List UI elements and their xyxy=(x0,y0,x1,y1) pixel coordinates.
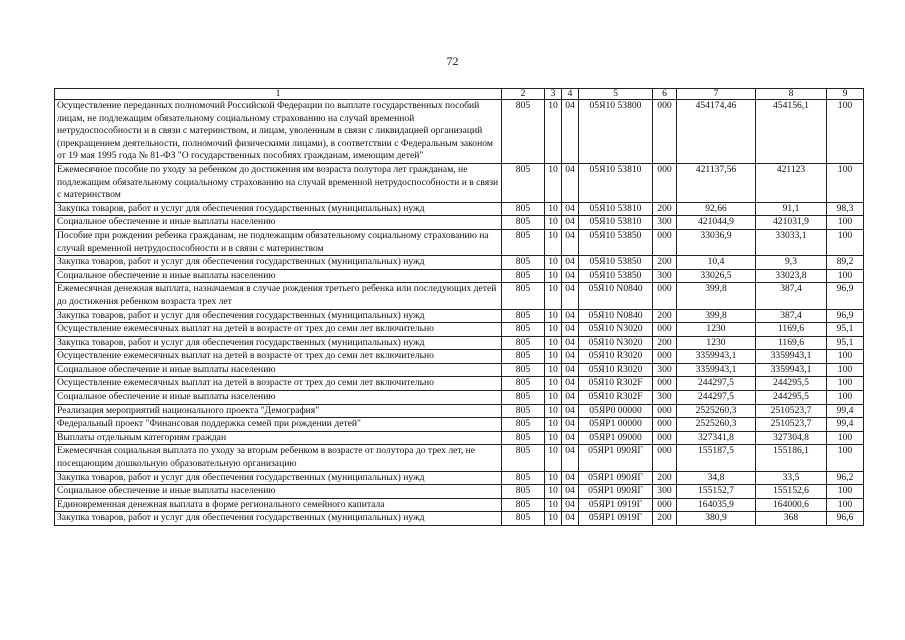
execution-percent-cell: 89,2 xyxy=(827,256,864,270)
subsection-cell: 04 xyxy=(562,404,579,418)
table-row xyxy=(55,323,864,337)
table-row xyxy=(55,216,864,230)
execution-percent-cell: 96,9 xyxy=(827,309,864,323)
execution-percent-cell: 96,6 xyxy=(827,512,864,526)
execution-percent-cell: 100 xyxy=(827,498,864,512)
table-row xyxy=(55,363,864,377)
subsection-cell: 04 xyxy=(562,391,579,405)
expense-type-cell: 000 xyxy=(653,377,677,391)
row-name-cell: Осуществление переданных полномочий Российской Федерации по выплате государственных пособий лицам, не подлежащим обязательному социальному страхованию на случай временной нетрудоспособности и в связи с материнством, и лицам, уволенным в связи с ликвидацией организаций (прекращением деятельности, полномочий физическими лицами), в соответствии с Федеральным законом от 19 мая 1995 года № 81-ФЗ "О государственных пособиях гражданам, имеющим детей" xyxy=(55,100,502,164)
target-article-cell: 05Я10 R302F xyxy=(579,391,653,405)
expense-type-cell: 300 xyxy=(653,269,677,283)
row-name-cell: Закупка товаров, работ и услуг для обеспечения государственных (муниципальных) нужд xyxy=(55,471,502,485)
subsection-cell: 04 xyxy=(562,323,579,337)
section-cell: 10 xyxy=(545,363,562,377)
expense-type-cell: 000 xyxy=(653,418,677,432)
expense-type-cell: 200 xyxy=(653,202,677,216)
admin-code-cell: 805 xyxy=(502,269,545,283)
admin-code-cell: 805 xyxy=(502,336,545,350)
planned-amount-cell: 3359943,1 xyxy=(677,363,756,377)
table-row xyxy=(55,229,864,255)
section-cell: 10 xyxy=(545,431,562,445)
expense-type-cell: 000 xyxy=(653,229,677,255)
expense-type-cell: 000 xyxy=(653,100,677,164)
section-cell: 10 xyxy=(545,216,562,230)
subsection-cell: 04 xyxy=(562,100,579,164)
execution-percent-cell: 100 xyxy=(827,163,864,202)
execution-percent-cell: 100 xyxy=(827,485,864,499)
execution-percent-cell: 96,2 xyxy=(827,471,864,485)
section-cell: 10 xyxy=(545,471,562,485)
section-cell: 10 xyxy=(545,350,562,364)
row-name-cell: Пособие при рождении ребенка гражданам, не подлежащим обязательному социальному страхованию на случай временной нетрудоспособности и в связи с материнством xyxy=(55,229,502,255)
subsection-cell: 04 xyxy=(562,350,579,364)
executed-amount-cell: 421031,9 xyxy=(756,216,827,230)
section-cell: 10 xyxy=(545,404,562,418)
column-header: 5 xyxy=(579,89,653,100)
expense-type-cell: 300 xyxy=(653,485,677,499)
executed-amount-cell: 1169,6 xyxy=(756,323,827,337)
expense-type-cell: 300 xyxy=(653,391,677,405)
executed-amount-cell: 155186,1 xyxy=(756,445,827,471)
planned-amount-cell: 155152,7 xyxy=(677,485,756,499)
column-header: 4 xyxy=(562,89,579,100)
section-cell: 10 xyxy=(545,202,562,216)
column-header: 8 xyxy=(756,89,827,100)
section-cell: 10 xyxy=(545,256,562,270)
execution-percent-cell: 100 xyxy=(827,229,864,255)
table-row xyxy=(55,350,864,364)
column-header: 1 xyxy=(55,89,502,100)
column-header: 9 xyxy=(827,89,864,100)
admin-code-cell: 805 xyxy=(502,202,545,216)
table-row xyxy=(55,256,864,270)
section-cell: 10 xyxy=(545,309,562,323)
planned-amount-cell: 10,4 xyxy=(677,256,756,270)
subsection-cell: 04 xyxy=(562,377,579,391)
expense-type-cell: 000 xyxy=(653,445,677,471)
admin-code-cell: 805 xyxy=(502,445,545,471)
subsection-cell: 04 xyxy=(562,269,579,283)
expense-type-cell: 200 xyxy=(653,336,677,350)
table-row xyxy=(55,269,864,283)
admin-code-cell: 805 xyxy=(502,418,545,432)
table-row xyxy=(55,404,864,418)
target-article-cell: 05Я10 53850 xyxy=(579,229,653,255)
expense-type-cell: 000 xyxy=(653,431,677,445)
admin-code-cell: 805 xyxy=(502,309,545,323)
expense-type-cell: 000 xyxy=(653,498,677,512)
subsection-cell: 04 xyxy=(562,216,579,230)
table-row xyxy=(55,100,864,164)
executed-amount-cell: 368 xyxy=(756,512,827,526)
expense-type-cell: 000 xyxy=(653,323,677,337)
execution-percent-cell: 100 xyxy=(827,445,864,471)
planned-amount-cell: 244297,5 xyxy=(677,391,756,405)
subsection-cell: 04 xyxy=(562,431,579,445)
executed-amount-cell: 2510523,7 xyxy=(756,404,827,418)
table-row xyxy=(55,283,864,309)
planned-amount-cell: 33036,9 xyxy=(677,229,756,255)
subsection-cell: 04 xyxy=(562,485,579,499)
column-header: 2 xyxy=(502,89,545,100)
planned-amount-cell: 399,8 xyxy=(677,283,756,309)
admin-code-cell: 805 xyxy=(502,216,545,230)
expense-type-cell: 000 xyxy=(653,163,677,202)
expense-type-cell: 000 xyxy=(653,283,677,309)
execution-percent-cell: 100 xyxy=(827,391,864,405)
admin-code-cell: 805 xyxy=(502,350,545,364)
row-name-cell: Социальное обеспечение и иные выплаты населению xyxy=(55,216,502,230)
row-name-cell: Закупка товаров, работ и услуг для обеспечения государственных (муниципальных) нужд xyxy=(55,202,502,216)
execution-percent-cell: 100 xyxy=(827,216,864,230)
table-row xyxy=(55,336,864,350)
table-row xyxy=(55,202,864,216)
planned-amount-cell: 2525260,3 xyxy=(677,418,756,432)
row-name-cell: Выплаты отдельным категориям граждан xyxy=(55,431,502,445)
execution-percent-cell: 98,3 xyxy=(827,202,864,216)
executed-amount-cell: 9,3 xyxy=(756,256,827,270)
planned-amount-cell: 421044,9 xyxy=(677,216,756,230)
budget-table xyxy=(54,88,864,526)
executed-amount-cell: 33,5 xyxy=(756,471,827,485)
target-article-cell: 05Я10 53850 xyxy=(579,269,653,283)
row-name-cell: Ежемесячная социальная выплата по уходу за вторым ребенком в возрасте от полутора до трех лет, не посещающим дошкольную образовательную организацию xyxy=(55,445,502,471)
admin-code-cell: 805 xyxy=(502,323,545,337)
subsection-cell: 04 xyxy=(562,229,579,255)
subsection-cell: 04 xyxy=(562,498,579,512)
admin-code-cell: 805 xyxy=(502,256,545,270)
row-name-cell: Ежемесячное пособие по уходу за ребенком до достижения им возраста полутора лет гражданам, не подлежащим обязательному социальному страхованию на случай временной нетрудоспособности и в связи с материнством xyxy=(55,163,502,202)
admin-code-cell: 805 xyxy=(502,100,545,164)
subsection-cell: 04 xyxy=(562,512,579,526)
expense-type-cell: 300 xyxy=(653,363,677,377)
planned-amount-cell: 1230 xyxy=(677,323,756,337)
target-article-cell: 05ЯР1 00000 xyxy=(579,418,653,432)
execution-percent-cell: 99,4 xyxy=(827,404,864,418)
target-article-cell: 05Я10 N3020 xyxy=(579,336,653,350)
section-cell: 10 xyxy=(545,418,562,432)
planned-amount-cell: 155187,5 xyxy=(677,445,756,471)
executed-amount-cell: 454156,1 xyxy=(756,100,827,164)
admin-code-cell: 805 xyxy=(502,391,545,405)
executed-amount-cell: 2510523,7 xyxy=(756,418,827,432)
table-row xyxy=(55,431,864,445)
execution-percent-cell: 100 xyxy=(827,377,864,391)
section-cell: 10 xyxy=(545,485,562,499)
admin-code-cell: 805 xyxy=(502,283,545,309)
table-row xyxy=(55,485,864,499)
section-cell: 10 xyxy=(545,269,562,283)
section-cell: 10 xyxy=(545,445,562,471)
page-number: 72 xyxy=(446,54,459,68)
row-name-cell: Осуществление ежемесячных выплат на детей в возрасте от трех до семи лет включительно xyxy=(55,323,502,337)
target-article-cell: 05Я10 53810 xyxy=(579,202,653,216)
table-row xyxy=(55,163,864,202)
target-article-cell: 05ЯР1 090ЯГ xyxy=(579,485,653,499)
admin-code-cell: 805 xyxy=(502,485,545,499)
executed-amount-cell: 155152,6 xyxy=(756,485,827,499)
execution-percent-cell: 99,4 xyxy=(827,418,864,432)
target-article-cell: 05ЯР1 090ЯГ xyxy=(579,471,653,485)
planned-amount-cell: 34,8 xyxy=(677,471,756,485)
row-name-cell: Закупка товаров, работ и услуг для обеспечения государственных (муниципальных) нужд xyxy=(55,256,502,270)
planned-amount-cell: 2525260,3 xyxy=(677,404,756,418)
subsection-cell: 04 xyxy=(562,283,579,309)
executed-amount-cell: 164000,6 xyxy=(756,498,827,512)
row-name-cell: Социальное обеспечение и иные выплаты населению xyxy=(55,269,502,283)
executed-amount-cell: 244295,5 xyxy=(756,391,827,405)
expense-type-cell: 200 xyxy=(653,256,677,270)
planned-amount-cell: 399,8 xyxy=(677,309,756,323)
target-article-cell: 05ЯР1 0919Г xyxy=(579,498,653,512)
row-name-cell: Закупка товаров, работ и услуг для обеспечения государственных (муниципальных) нужд xyxy=(55,336,502,350)
executed-amount-cell: 33033,1 xyxy=(756,229,827,255)
admin-code-cell: 805 xyxy=(502,377,545,391)
admin-code-cell: 805 xyxy=(502,471,545,485)
planned-amount-cell: 421137,56 xyxy=(677,163,756,202)
planned-amount-cell: 244297,5 xyxy=(677,377,756,391)
expense-type-cell: 200 xyxy=(653,512,677,526)
execution-percent-cell: 95,1 xyxy=(827,323,864,337)
table-row xyxy=(55,309,864,323)
row-name-cell: Социальное обеспечение и иные выплаты населению xyxy=(55,363,502,377)
execution-percent-cell: 95,1 xyxy=(827,336,864,350)
subsection-cell: 04 xyxy=(562,309,579,323)
row-name-cell: Закупка товаров, работ и услуг для обеспечения государственных (муниципальных) нужд xyxy=(55,512,502,526)
table-row xyxy=(55,512,864,526)
planned-amount-cell: 327341,8 xyxy=(677,431,756,445)
section-cell: 10 xyxy=(545,323,562,337)
executed-amount-cell: 327304,8 xyxy=(756,431,827,445)
subsection-cell: 04 xyxy=(562,256,579,270)
section-cell: 10 xyxy=(545,336,562,350)
admin-code-cell: 805 xyxy=(502,512,545,526)
subsection-cell: 04 xyxy=(562,418,579,432)
execution-percent-cell: 96,9 xyxy=(827,283,864,309)
column-header: 3 xyxy=(545,89,562,100)
target-article-cell: 05ЯР1 090ЯГ xyxy=(579,445,653,471)
execution-percent-cell: 100 xyxy=(827,431,864,445)
table-row xyxy=(55,377,864,391)
admin-code-cell: 805 xyxy=(502,498,545,512)
table-row xyxy=(55,445,864,471)
section-cell: 10 xyxy=(545,512,562,526)
row-name-cell: Социальное обеспечение и иные выплаты населению xyxy=(55,485,502,499)
executed-amount-cell: 387,4 xyxy=(756,283,827,309)
planned-amount-cell: 92,66 xyxy=(677,202,756,216)
subsection-cell: 04 xyxy=(562,336,579,350)
header-row xyxy=(55,89,864,100)
section-cell: 10 xyxy=(545,391,562,405)
planned-amount-cell: 1230 xyxy=(677,336,756,350)
target-article-cell: 05ЯР1 09000 xyxy=(579,431,653,445)
target-article-cell: 05Я10 R3020 xyxy=(579,363,653,377)
row-name-cell: Закупка товаров, работ и услуг для обеспечения государственных (муниципальных) нужд xyxy=(55,309,502,323)
target-article-cell: 05Я10 53850 xyxy=(579,256,653,270)
subsection-cell: 04 xyxy=(562,163,579,202)
admin-code-cell: 805 xyxy=(502,363,545,377)
planned-amount-cell: 380,9 xyxy=(677,512,756,526)
subsection-cell: 04 xyxy=(562,445,579,471)
planned-amount-cell: 33026,5 xyxy=(677,269,756,283)
admin-code-cell: 805 xyxy=(502,431,545,445)
target-article-cell: 05Я10 R302F xyxy=(579,377,653,391)
subsection-cell: 04 xyxy=(562,202,579,216)
row-name-cell: Осуществление ежемесячных выплат на детей в возрасте от трех до семи лет включительно xyxy=(55,350,502,364)
planned-amount-cell: 3359943,1 xyxy=(677,350,756,364)
section-cell: 10 xyxy=(545,163,562,202)
executed-amount-cell: 1169,6 xyxy=(756,336,827,350)
column-header: 7 xyxy=(677,89,756,100)
row-name-cell: Социальное обеспечение и иные выплаты населению xyxy=(55,391,502,405)
row-name-cell: Осуществление ежемесячных выплат на детей в возрасте от трех до семи лет включительно xyxy=(55,377,502,391)
section-cell: 10 xyxy=(545,498,562,512)
table-row xyxy=(55,471,864,485)
target-article-cell: 05Я10 53810 xyxy=(579,216,653,230)
expense-type-cell: 200 xyxy=(653,471,677,485)
execution-percent-cell: 100 xyxy=(827,100,864,164)
admin-code-cell: 805 xyxy=(502,163,545,202)
section-cell: 10 xyxy=(545,100,562,164)
table-body xyxy=(55,100,864,526)
executed-amount-cell: 421123 xyxy=(756,163,827,202)
executed-amount-cell: 3359943,1 xyxy=(756,350,827,364)
row-name-cell: Единовременная денежная выплата в форме регионального семейного капитала xyxy=(55,498,502,512)
target-article-cell: 05Я10 53800 xyxy=(579,100,653,164)
expense-type-cell: 200 xyxy=(653,309,677,323)
execution-percent-cell: 100 xyxy=(827,269,864,283)
target-article-cell: 05ЯР0 00000 xyxy=(579,404,653,418)
section-cell: 10 xyxy=(545,283,562,309)
table-row xyxy=(55,498,864,512)
target-article-cell: 05Я10 R3020 xyxy=(579,350,653,364)
section-cell: 10 xyxy=(545,229,562,255)
subsection-cell: 04 xyxy=(562,363,579,377)
expense-type-cell: 300 xyxy=(653,216,677,230)
row-name-cell: Реализация мероприятий национального проекта "Демография" xyxy=(55,404,502,418)
executed-amount-cell: 244295,5 xyxy=(756,377,827,391)
row-name-cell: Федеральный проект "Финансовая поддержка семей при рождении детей" xyxy=(55,418,502,432)
expense-type-cell: 000 xyxy=(653,404,677,418)
planned-amount-cell: 454174,46 xyxy=(677,100,756,164)
admin-code-cell: 805 xyxy=(502,229,545,255)
expense-type-cell: 000 xyxy=(653,350,677,364)
section-cell: 10 xyxy=(545,377,562,391)
table-row xyxy=(55,391,864,405)
target-article-cell: 05Я10 53810 xyxy=(579,163,653,202)
column-header: 6 xyxy=(653,89,677,100)
executed-amount-cell: 3359943,1 xyxy=(756,363,827,377)
executed-amount-cell: 387,4 xyxy=(756,309,827,323)
target-article-cell: 05Я10 N0840 xyxy=(579,283,653,309)
executed-amount-cell: 33023,8 xyxy=(756,269,827,283)
target-article-cell: 05Я10 N0840 xyxy=(579,309,653,323)
execution-percent-cell: 100 xyxy=(827,363,864,377)
target-article-cell: 05ЯР1 0919Г xyxy=(579,512,653,526)
table-row xyxy=(55,418,864,432)
executed-amount-cell: 91,1 xyxy=(756,202,827,216)
execution-percent-cell: 100 xyxy=(827,350,864,364)
target-article-cell: 05Я10 N3020 xyxy=(579,323,653,337)
planned-amount-cell: 164035,9 xyxy=(677,498,756,512)
row-name-cell: Ежемесячная денежная выплата, назначаемая в случае рождения третьего ребенка или последующих детей до достижения ребенком возраста трех лет xyxy=(55,283,502,309)
admin-code-cell: 805 xyxy=(502,404,545,418)
subsection-cell: 04 xyxy=(562,471,579,485)
